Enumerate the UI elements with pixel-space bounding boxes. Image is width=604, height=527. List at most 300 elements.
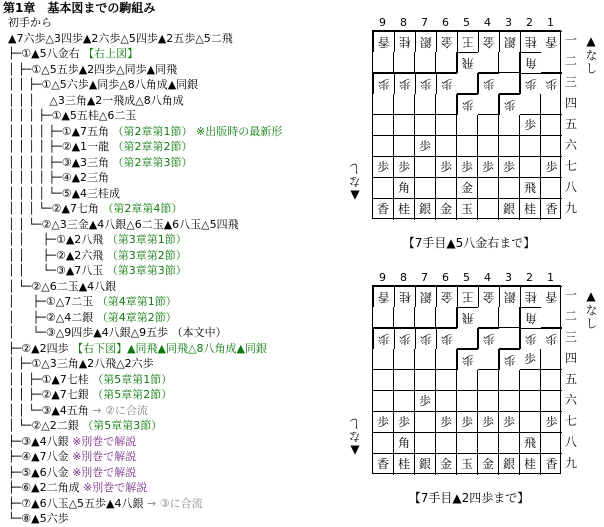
tree-move-text: ⑥▲2二角成 <box>21 481 80 494</box>
sente-hand: ▲なし <box>348 162 362 203</box>
shogi-piece: 歩 <box>436 73 457 94</box>
board-square <box>541 370 562 391</box>
tree-branch: │ │ ├─ <box>8 372 42 386</box>
board-square <box>373 349 394 370</box>
file-label: 9 <box>379 16 386 29</box>
board-square <box>436 307 457 328</box>
chapter-heading: 第1章 基本図までの駒組み <box>3 1 156 15</box>
shogi-piece: 香 <box>373 454 394 475</box>
board-square <box>499 73 520 94</box>
shogi-piece: 飛 <box>520 178 541 199</box>
tree-branch: │ │ │ │ ├─ <box>8 171 62 184</box>
tree-move-text: ④▲2三角 <box>61 171 110 184</box>
shogi-piece: 桂 <box>394 454 415 475</box>
board-square <box>520 136 541 157</box>
tree-line <box>8 76 198 93</box>
tree-move-text: ③△9四歩▲4八銀△9五歩 <box>45 326 169 339</box>
shogi-piece: 銀 <box>499 454 520 475</box>
board-square <box>499 178 520 199</box>
shogi-piece: 金 <box>436 199 457 220</box>
file-label: 9 <box>379 271 386 284</box>
shogi-piece: 歩 <box>415 328 436 349</box>
tree-branch: ├─ <box>8 434 22 448</box>
shogi-piece: 玉 <box>457 199 478 220</box>
tree-branch: │ ├─ <box>8 295 46 308</box>
shogi-piece: 飛 <box>457 307 478 328</box>
shogi-piece: 桂 <box>394 286 415 307</box>
shogi-piece: 金 <box>478 31 499 52</box>
tree-move-text: ③▲3三角 <box>61 155 110 169</box>
shogi-piece: 歩 <box>541 73 562 94</box>
file-labels <box>372 271 561 285</box>
shogi-piece: 歩 <box>436 328 457 349</box>
tree-note: ※別巻で解説 <box>79 481 148 494</box>
tree-branch: │ │ └─ <box>8 403 42 417</box>
tree-branch: │ │ │ <box>8 93 50 107</box>
board-square <box>394 136 415 157</box>
rank-label: 一 <box>565 288 578 302</box>
board-square <box>415 94 436 115</box>
file-label: 5 <box>463 16 470 29</box>
board-square <box>415 349 436 370</box>
tree-branch: ├─ <box>8 481 22 494</box>
board-square <box>415 115 436 136</box>
board-square <box>457 115 478 136</box>
tree-branch: │ │ ├─ <box>8 248 56 262</box>
shogi-piece: 香 <box>541 31 562 52</box>
tree-line <box>8 92 184 109</box>
shogi-piece: 歩 <box>478 328 499 349</box>
board-square <box>415 178 436 199</box>
tree-note: （第3章第3節） <box>103 264 187 277</box>
shogi-piece: 銀 <box>415 31 436 52</box>
tree-line <box>8 30 233 47</box>
board-square <box>541 115 562 136</box>
tree-branch: ├─ <box>8 465 22 479</box>
sente-hand: ▲なし <box>348 417 362 458</box>
file-label: 5 <box>463 271 470 284</box>
tree-branch: │ └─ <box>8 419 32 432</box>
tree-note: ※別巻で解説 <box>68 450 137 463</box>
board-square <box>541 433 562 454</box>
file-label: 4 <box>484 16 491 29</box>
tree-move-text: ②▲2六飛 <box>55 248 104 262</box>
shogi-piece: 歩 <box>394 328 415 349</box>
shogi-piece: 歩 <box>520 349 541 370</box>
board-square <box>520 412 541 433</box>
board-square <box>436 52 457 73</box>
tree-move-text: ③▲7八玉 <box>55 264 104 277</box>
tree-note: （第4章第2節） <box>93 310 177 324</box>
board-square <box>394 349 415 370</box>
tree-note: 【右上図】 <box>79 47 139 60</box>
file-label: 6 <box>442 271 449 284</box>
shogi-piece: 銀 <box>415 199 436 220</box>
board-square <box>373 178 394 199</box>
tree-move-text: ①▲7五角 <box>61 124 110 138</box>
shogi-piece: 歩 <box>499 157 520 178</box>
shogi-piece: 香 <box>541 286 562 307</box>
board-square <box>394 94 415 115</box>
tree-note: （第5章第1節） <box>88 372 173 386</box>
board-square <box>415 370 436 391</box>
board-square <box>394 52 415 73</box>
shogi-piece: 歩 <box>478 73 499 94</box>
shogi-piece: 歩 <box>373 157 394 178</box>
board-square <box>541 178 562 199</box>
board-square <box>415 52 436 73</box>
shogi-piece: 歩 <box>520 115 541 136</box>
tree-branch: │ ├─ <box>8 357 32 370</box>
board-square <box>373 94 394 115</box>
board-square <box>499 433 520 454</box>
tree-line <box>8 309 177 326</box>
shogi-piece: 桂 <box>394 31 415 52</box>
tree-branch: │ │ ├─ <box>8 78 42 91</box>
shogi-piece: 歩 <box>373 328 394 349</box>
file-label: 1 <box>547 271 554 284</box>
tree-branch: │ │ ├─ <box>8 233 56 246</box>
rank-label: 七 <box>565 159 578 173</box>
board-square <box>457 370 478 391</box>
board-square <box>478 433 499 454</box>
board-square <box>499 391 520 412</box>
rank-label: 三 <box>565 75 578 89</box>
tree-move-text: ②△4二銀 <box>45 310 94 324</box>
board-square <box>436 349 457 370</box>
board-square <box>436 433 457 454</box>
board-caption: 【7手目▲5八金右まで】 <box>402 236 536 250</box>
board-square <box>373 136 394 157</box>
board-square <box>394 391 415 412</box>
tree-line <box>8 107 136 124</box>
rank-labels <box>565 30 577 219</box>
shogi-piece: 王 <box>457 286 478 307</box>
tree-branch: │ │ ├─ <box>8 388 42 401</box>
rank-label: 五 <box>565 372 578 386</box>
board-square <box>436 370 457 391</box>
tree-note: ※別巻で解説 <box>68 465 137 479</box>
rank-label: 一 <box>565 33 578 47</box>
file-label: 1 <box>547 16 554 29</box>
shogi-piece: 金 <box>436 286 457 307</box>
board-square <box>373 52 394 73</box>
board-square <box>394 115 415 136</box>
tree-note: （第4章第1節） <box>93 295 177 308</box>
tree-branch: ├─ <box>8 496 22 510</box>
board-square <box>373 307 394 328</box>
board-square <box>541 307 562 328</box>
tree-move-text: ①△5六歩▲同歩△8八角成▲同銀 <box>41 78 199 91</box>
tree-line <box>8 510 69 527</box>
board-square <box>394 370 415 391</box>
tree-move-text: ②△2二銀 <box>31 419 79 432</box>
tree-branch: │ │ │ │ └─ <box>8 186 62 200</box>
board-square <box>499 370 520 391</box>
shogi-piece: 角 <box>520 307 541 328</box>
shogi-piece: 銀 <box>499 199 520 220</box>
rank-label: 二 <box>565 54 578 68</box>
rank-label: 四 <box>565 96 578 110</box>
tree-note: （本文中） <box>168 326 227 339</box>
shogi-piece: 歩 <box>457 94 478 115</box>
shogi-piece: 歩 <box>415 136 436 157</box>
tree-line <box>8 123 282 140</box>
board-square <box>520 391 541 412</box>
tree-note: （第5章第2節） <box>88 388 173 401</box>
tree-move-text: ③▲4八銀 <box>21 434 69 448</box>
shogi-piece: 金 <box>436 454 457 475</box>
board-square <box>541 391 562 412</box>
file-label: 3 <box>505 271 512 284</box>
shogi-piece: 王 <box>457 31 478 52</box>
tree-line <box>8 371 172 388</box>
tree-move-text: ▲7六歩△3四歩▲2六歩△5四歩▲2五歩△5二飛 <box>8 31 233 45</box>
tree-move-text: ①△3三角▲2八飛△2六歩 <box>31 357 154 370</box>
rank-labels <box>565 285 577 474</box>
board-square <box>499 52 520 73</box>
tree-move-text: ①△5五歩▲2四歩△同歩▲同飛 <box>31 62 178 76</box>
shogi-piece: 歩 <box>541 412 562 433</box>
board-square <box>478 136 499 157</box>
tree-line <box>8 45 138 62</box>
rank-label: 七 <box>565 414 578 428</box>
tree-note: 【右下図】▲同飛▲同飛△8八角成▲同銀 <box>68 341 267 355</box>
tree-branch: │ │ └─ <box>8 217 42 231</box>
tree-line <box>8 138 193 155</box>
shogi-piece: 歩 <box>373 73 394 94</box>
tree-move-text: ⑤▲4三桂成 <box>61 186 121 200</box>
tree-move-text: ②▲7七銀 <box>41 388 89 401</box>
tree-move-text: ②▲2四歩 <box>21 341 69 355</box>
shogi-piece: 桂 <box>520 454 541 475</box>
file-label: 8 <box>400 271 407 284</box>
tree-branch: │ │ └─ <box>8 264 56 277</box>
shogi-piece: 金 <box>478 454 499 475</box>
tree-branch: │ │ │ │ ├─ <box>8 140 62 153</box>
tree-move-text: ②△3三金▲4八銀△6二玉▲6八玉△5四飛 <box>41 217 239 231</box>
tree-branch: ├─ <box>8 47 22 60</box>
tree-line <box>8 386 172 403</box>
tree-move-text: ①▲7七桂 <box>41 372 89 386</box>
rank-label: 九 <box>565 201 578 215</box>
tree-branch: │ │ │ │ ├─ <box>8 124 62 138</box>
shogi-grid <box>372 30 561 219</box>
file-label: 6 <box>442 16 449 29</box>
board-square <box>415 157 436 178</box>
shogi-piece: 香 <box>545 457 558 471</box>
tree-move-text: 初手から <box>8 16 52 29</box>
board-caption: 【7手目▲2四歩まで】 <box>408 491 530 505</box>
board-square <box>436 136 457 157</box>
board-square <box>457 433 478 454</box>
tree-branch: │ │ │ │ ├─ <box>8 155 62 169</box>
board-square <box>373 433 394 454</box>
tree-line <box>8 14 52 31</box>
shogi-piece: 歩 <box>478 412 499 433</box>
board-square <box>478 307 499 328</box>
file-label: 4 <box>484 271 491 284</box>
shogi-piece: 歩 <box>394 157 415 178</box>
shogi-piece: 歩 <box>457 412 478 433</box>
shogi-piece: 桂 <box>520 286 541 307</box>
rank-label: 四 <box>565 351 578 365</box>
tree-move-text: ②△6二玉▲4八銀 <box>31 279 117 293</box>
board-square <box>457 136 478 157</box>
board-square <box>499 136 520 157</box>
shogi-piece: 金 <box>457 178 478 199</box>
tree-branch: ├─ <box>8 341 22 355</box>
tree-branch: ├─ <box>8 450 22 463</box>
board-square <box>478 94 499 115</box>
shogi-piece: 香 <box>545 202 558 216</box>
tree-branch: │ └─ <box>8 279 32 293</box>
shogi-piece: 桂 <box>394 199 415 220</box>
shogi-piece: 歩 <box>520 73 541 94</box>
tree-note: → ②に合流 <box>88 403 148 417</box>
shogi-piece: 歩 <box>499 349 520 370</box>
tree-branch: │ ├─ <box>8 62 32 76</box>
tree-move-text: ④▲7八金 <box>21 450 69 463</box>
rank-label: 三 <box>565 330 578 344</box>
tree-line <box>8 154 193 171</box>
rank-label: 六 <box>565 138 578 152</box>
shogi-piece: 角 <box>520 52 541 73</box>
tree-line <box>8 185 120 202</box>
shogi-piece: 歩 <box>415 73 436 94</box>
tree-move-text: ③▲4五角 <box>41 403 89 417</box>
shogi-piece: 銀 <box>415 454 436 475</box>
tree-note: （第2章第3節） <box>109 155 193 169</box>
shogi-piece: 飛 <box>457 52 478 73</box>
shogi-piece: 角 <box>394 178 415 199</box>
tree-note: （第2章第1節） ※出版時の最新形 <box>109 124 283 138</box>
tree-note: （第2章第4節） <box>98 202 183 215</box>
tree-note: （第2章第2節） <box>109 140 193 153</box>
shogi-piece: 銀 <box>415 286 436 307</box>
board-square <box>541 349 562 370</box>
board-square <box>415 433 436 454</box>
shogi-piece: 歩 <box>541 157 562 178</box>
tree-line <box>8 324 227 341</box>
board-square <box>478 52 499 73</box>
board-square <box>373 391 394 412</box>
shogi-piece: 銀 <box>499 31 520 52</box>
tree-move-text: ②▲1一龍 <box>61 140 110 153</box>
tree-note: （第5章第3節） <box>78 419 163 432</box>
tree-line <box>8 262 187 279</box>
rank-label: 二 <box>565 309 578 323</box>
tree-line <box>8 247 187 264</box>
shogi-piece: 歩 <box>373 412 394 433</box>
shogi-piece: 歩 <box>436 157 457 178</box>
board-square <box>499 328 520 349</box>
file-label: 2 <box>526 16 533 29</box>
tree-note: （第3章第2節） <box>103 248 187 262</box>
tree-line <box>8 402 148 419</box>
board-square <box>436 391 457 412</box>
tree-line <box>8 293 177 310</box>
tree-line <box>8 464 136 481</box>
board-square <box>415 307 436 328</box>
shogi-piece: 飛 <box>520 433 541 454</box>
board-square <box>478 199 499 220</box>
board-square <box>478 349 499 370</box>
rank-label: 六 <box>565 393 578 407</box>
tree-move-text: ⑦▲6八玉△5五歩▲4八銀 <box>21 496 144 510</box>
board-square <box>520 370 541 391</box>
tree-note: （第3章第1節） <box>103 233 187 246</box>
board-square <box>415 412 436 433</box>
rank-label: 八 <box>565 180 578 194</box>
shogi-piece: 玉 <box>457 454 478 475</box>
shogi-piece: 歩 <box>457 157 478 178</box>
file-label: 3 <box>505 16 512 29</box>
shogi-piece: 歩 <box>541 328 562 349</box>
file-label: 7 <box>421 16 428 29</box>
board-square <box>457 73 478 94</box>
shogi-piece: 歩 <box>436 412 457 433</box>
tree-move-text: ①▲2八飛 <box>55 233 104 246</box>
gote-hand: ▲なし <box>584 34 598 75</box>
shogi-piece: 香 <box>373 199 394 220</box>
shogi-piece: 銀 <box>499 286 520 307</box>
board-square <box>457 391 478 412</box>
shogi-piece: 金 <box>478 286 499 307</box>
tree-move-text: ①▲5五桂△6二玉 <box>51 109 137 122</box>
board-square <box>499 115 520 136</box>
shogi-piece: 香 <box>373 31 394 52</box>
shogi-piece: 歩 <box>520 328 541 349</box>
gote-hand: ▲なし <box>584 289 598 330</box>
board-square <box>457 328 478 349</box>
file-label: 2 <box>526 271 533 284</box>
tree-note: ※別巻で解説 <box>68 434 137 448</box>
tree-line <box>8 340 267 357</box>
shogi-piece: 桂 <box>520 199 541 220</box>
shogi-piece: 歩 <box>415 391 436 412</box>
rank-label: 五 <box>565 117 578 131</box>
rank-label: 八 <box>565 435 578 449</box>
tree-move-text: ②▲7七角 <box>51 202 99 215</box>
board-square <box>541 94 562 115</box>
tree-line <box>8 495 203 512</box>
board-square <box>478 115 499 136</box>
tree-branch: │ │ │ ├─ <box>8 109 52 122</box>
tree-branch: └─ <box>8 512 22 525</box>
tree-line <box>8 216 239 233</box>
tree-line <box>8 61 177 78</box>
shogi-piece: 金 <box>436 31 457 52</box>
tree-line <box>8 278 116 295</box>
tree-move-text: ⑧▲5六歩 <box>21 512 69 525</box>
tree-line <box>8 200 182 217</box>
shogi-piece: 桂 <box>520 31 541 52</box>
board-square <box>541 52 562 73</box>
rank-label: 九 <box>565 456 578 470</box>
tree-branch: │ └─ <box>8 326 46 339</box>
tree-line <box>8 417 162 434</box>
tree-move-text: ①▲5八金右 <box>21 47 80 60</box>
board-square <box>373 115 394 136</box>
tree-move-text: △3三角▲2一飛成△8八角成 <box>49 93 184 107</box>
board-square <box>436 94 457 115</box>
tree-note: → ③に合流 <box>143 496 203 510</box>
tree-move-text: ①△7二玉 <box>45 295 94 308</box>
shogi-piece: 歩 <box>478 157 499 178</box>
board-square <box>478 178 499 199</box>
board-square <box>541 136 562 157</box>
